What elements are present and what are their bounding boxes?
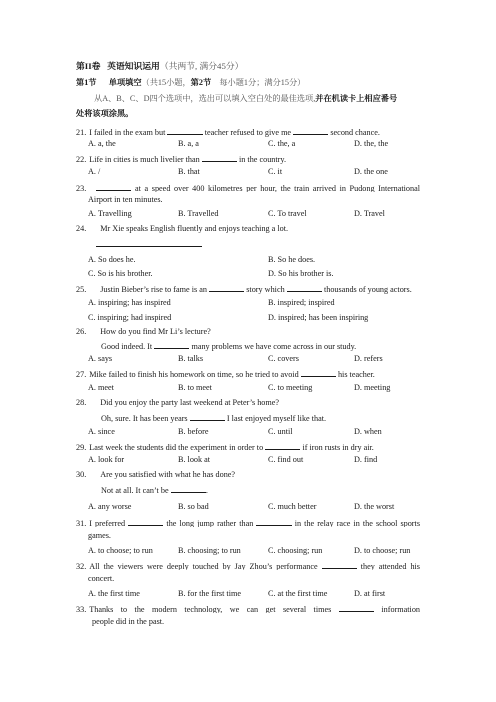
answer-option[interactable]: C. inspiring; had inspired: [88, 313, 172, 322]
question-stem: [76, 517, 420, 527]
answer-option[interactable]: A. Travelling: [88, 209, 132, 218]
question-number: 30.: [76, 470, 87, 479]
answer-option[interactable]: B. that: [178, 167, 200, 176]
question-number: 28.: [76, 398, 87, 407]
answer-option[interactable]: D. So his brother is.: [268, 269, 334, 278]
question-text: All the viewers were deeply touched by Jay Zhou’s performance they attended his: [89, 562, 420, 570]
question-text-continued: games.: [88, 531, 111, 540]
answer-option[interactable]: D. Travel: [354, 209, 385, 218]
question-text: Justin Bieber’s rise to fame is an story which thousands of young actors.: [100, 285, 412, 294]
part-heading: [76, 61, 243, 71]
answer-option[interactable]: C. choosing; run: [268, 546, 323, 555]
section-name: 单项填空: [108, 78, 142, 87]
question-stem: [76, 368, 375, 380]
question-stem: [76, 153, 286, 165]
question-number: 25.: [76, 285, 87, 294]
answer-option[interactable]: D. when: [354, 427, 382, 436]
answer-option[interactable]: B. Travelled: [178, 209, 219, 218]
question-stem: [76, 603, 420, 613]
question-text-continued: people did in the past.: [92, 617, 165, 626]
answer-option[interactable]: B. before: [178, 427, 209, 436]
question-number: 31.: [76, 519, 87, 527]
question-text: Are you satisfied with what he has done?: [100, 470, 236, 479]
answer-option[interactable]: D. the, the: [354, 139, 389, 148]
section-note: （共15小题，: [141, 78, 191, 87]
answer-option[interactable]: D. inspired; has been inspiring: [268, 313, 369, 322]
question-text: Last week the students did the experiment in order to if iron rusts in dry air.: [89, 443, 374, 452]
instructions-bold: 并在机读卡上相应番号: [315, 94, 398, 103]
answer-option[interactable]: A. says: [88, 354, 113, 363]
question-text-continued: Not at all. It can’t be .: [101, 486, 208, 495]
question-number: 21.: [76, 128, 87, 137]
answer-option[interactable]: B. talks: [178, 354, 204, 363]
question-text-continued: Good indeed. It many problems we have come across in our study.: [101, 342, 357, 351]
answer-option[interactable]: C. So is his brother.: [88, 269, 153, 278]
answer-option[interactable]: D. find: [354, 455, 378, 464]
answer-option[interactable]: C. until: [268, 427, 293, 436]
question-text: at a speed over 400 kilometres per hour, the train arrived in Pudong International: [96, 184, 420, 192]
question-number: 32.: [76, 562, 87, 570]
question-stem: [76, 441, 374, 453]
question-number: 26.: [76, 327, 87, 336]
answer-option[interactable]: B. inspired; inspired: [268, 298, 335, 307]
answer-option[interactable]: A. to choose; to run: [88, 546, 153, 555]
answer-option[interactable]: A. So does he.: [88, 255, 136, 264]
answer-option[interactable]: B. choosing; to run: [178, 546, 241, 555]
question-stem: [76, 560, 420, 570]
part-title: 英语知识运用: [107, 61, 160, 71]
answer-option[interactable]: B. look at: [178, 455, 211, 464]
instructions-line-2: 处将该项涂黑。: [76, 109, 134, 118]
question-number: 22.: [76, 155, 87, 164]
question-text: I preferred the long jump rather than in the relay race in the school sports: [89, 519, 420, 527]
question-stem: [76, 398, 279, 408]
answer-option[interactable]: C. at the first time: [268, 589, 328, 598]
answer-option[interactable]: C. it: [268, 167, 283, 176]
answer-option[interactable]: D. at first: [354, 589, 386, 598]
instructions-line-1: [94, 94, 397, 104]
question-text-continued: — .: [88, 240, 204, 249]
part-label: 第II卷: [76, 61, 101, 71]
question-text-continued: Airport in ten minutes.: [88, 195, 163, 204]
answer-option[interactable]: D. meeting: [354, 383, 391, 392]
answer-option[interactable]: A. look for: [88, 455, 125, 464]
question-stem: [76, 182, 420, 192]
answer-option[interactable]: A. a, the: [88, 139, 116, 148]
section-heading: [76, 78, 305, 88]
answer-option[interactable]: A. inspiring; has inspired: [88, 298, 171, 307]
question-text: How do you find Mr Li’s lecture?: [100, 327, 211, 336]
question-text: Mike failed to finish his homework on time, so he tried to avoid his teacher.: [89, 370, 375, 379]
answer-option[interactable]: D. to choose; run: [354, 546, 411, 555]
question-text: I failed in the exam but teacher refused to give me second chance.: [89, 128, 380, 137]
answer-option[interactable]: A. since: [88, 427, 115, 436]
part-note: （共两节, 满分45分）: [159, 61, 244, 71]
answer-option[interactable]: A. any worse: [88, 502, 132, 511]
question-stem: [76, 470, 235, 480]
answer-option[interactable]: B. to meet: [178, 383, 212, 392]
answer-option[interactable]: D. the worst: [354, 502, 395, 511]
question-text: Did you enjoy the party last weekend at Peter’s home?: [100, 398, 280, 407]
answer-option[interactable]: D. refers: [354, 354, 383, 363]
answer-option[interactable]: D. the one: [354, 167, 388, 176]
answer-option[interactable]: B. a, a: [178, 139, 199, 148]
question-number: 27.: [76, 370, 87, 379]
question-number: 24.: [76, 224, 87, 233]
answer-option[interactable]: C. covers: [268, 354, 299, 363]
question-number: 29.: [76, 443, 87, 452]
answer-option[interactable]: A. /: [88, 167, 101, 176]
section-label-2: 第2节: [190, 78, 212, 87]
question-text: Mr Xie speaks English fluently and enjoys teaching a lot.: [100, 224, 289, 233]
instructions-text: 从A、B、C、D四个选项中，选出可以填入空白处的最佳选项,: [94, 94, 316, 103]
answer-option[interactable]: A. the first time: [88, 589, 140, 598]
question-number: 23.: [76, 184, 87, 192]
answer-option[interactable]: C. to meeting: [268, 383, 313, 392]
answer-option[interactable]: A. meet: [88, 383, 114, 392]
answer-option[interactable]: C. find out: [268, 455, 304, 464]
answer-option[interactable]: C. much better: [268, 502, 317, 511]
question-stem: [76, 327, 211, 337]
answer-option[interactable]: B. for the first time: [178, 589, 241, 598]
answer-option[interactable]: B. So he does.: [268, 255, 316, 264]
question-stem: [76, 126, 380, 138]
question-text: Life in cities is much livelier than in the country.: [89, 155, 287, 164]
question-stem: [76, 283, 412, 295]
answer-option[interactable]: C. the, a: [268, 139, 296, 148]
answer-option[interactable]: C. To travel: [268, 209, 307, 218]
question-text-continued: Oh, sure. It has been years I last enjoyed myself like that.: [101, 414, 327, 423]
question-number: 33.: [76, 605, 87, 613]
section-label: 第1节: [76, 78, 97, 87]
question-text: Thanks to the modern technology, we can get several times information: [89, 605, 420, 613]
question-stem: [76, 224, 288, 234]
question-text-continued: concert.: [88, 574, 115, 583]
answer-option[interactable]: B. so bad: [178, 502, 209, 511]
section-note-2: 每小题1分；满分15分）: [219, 78, 306, 87]
